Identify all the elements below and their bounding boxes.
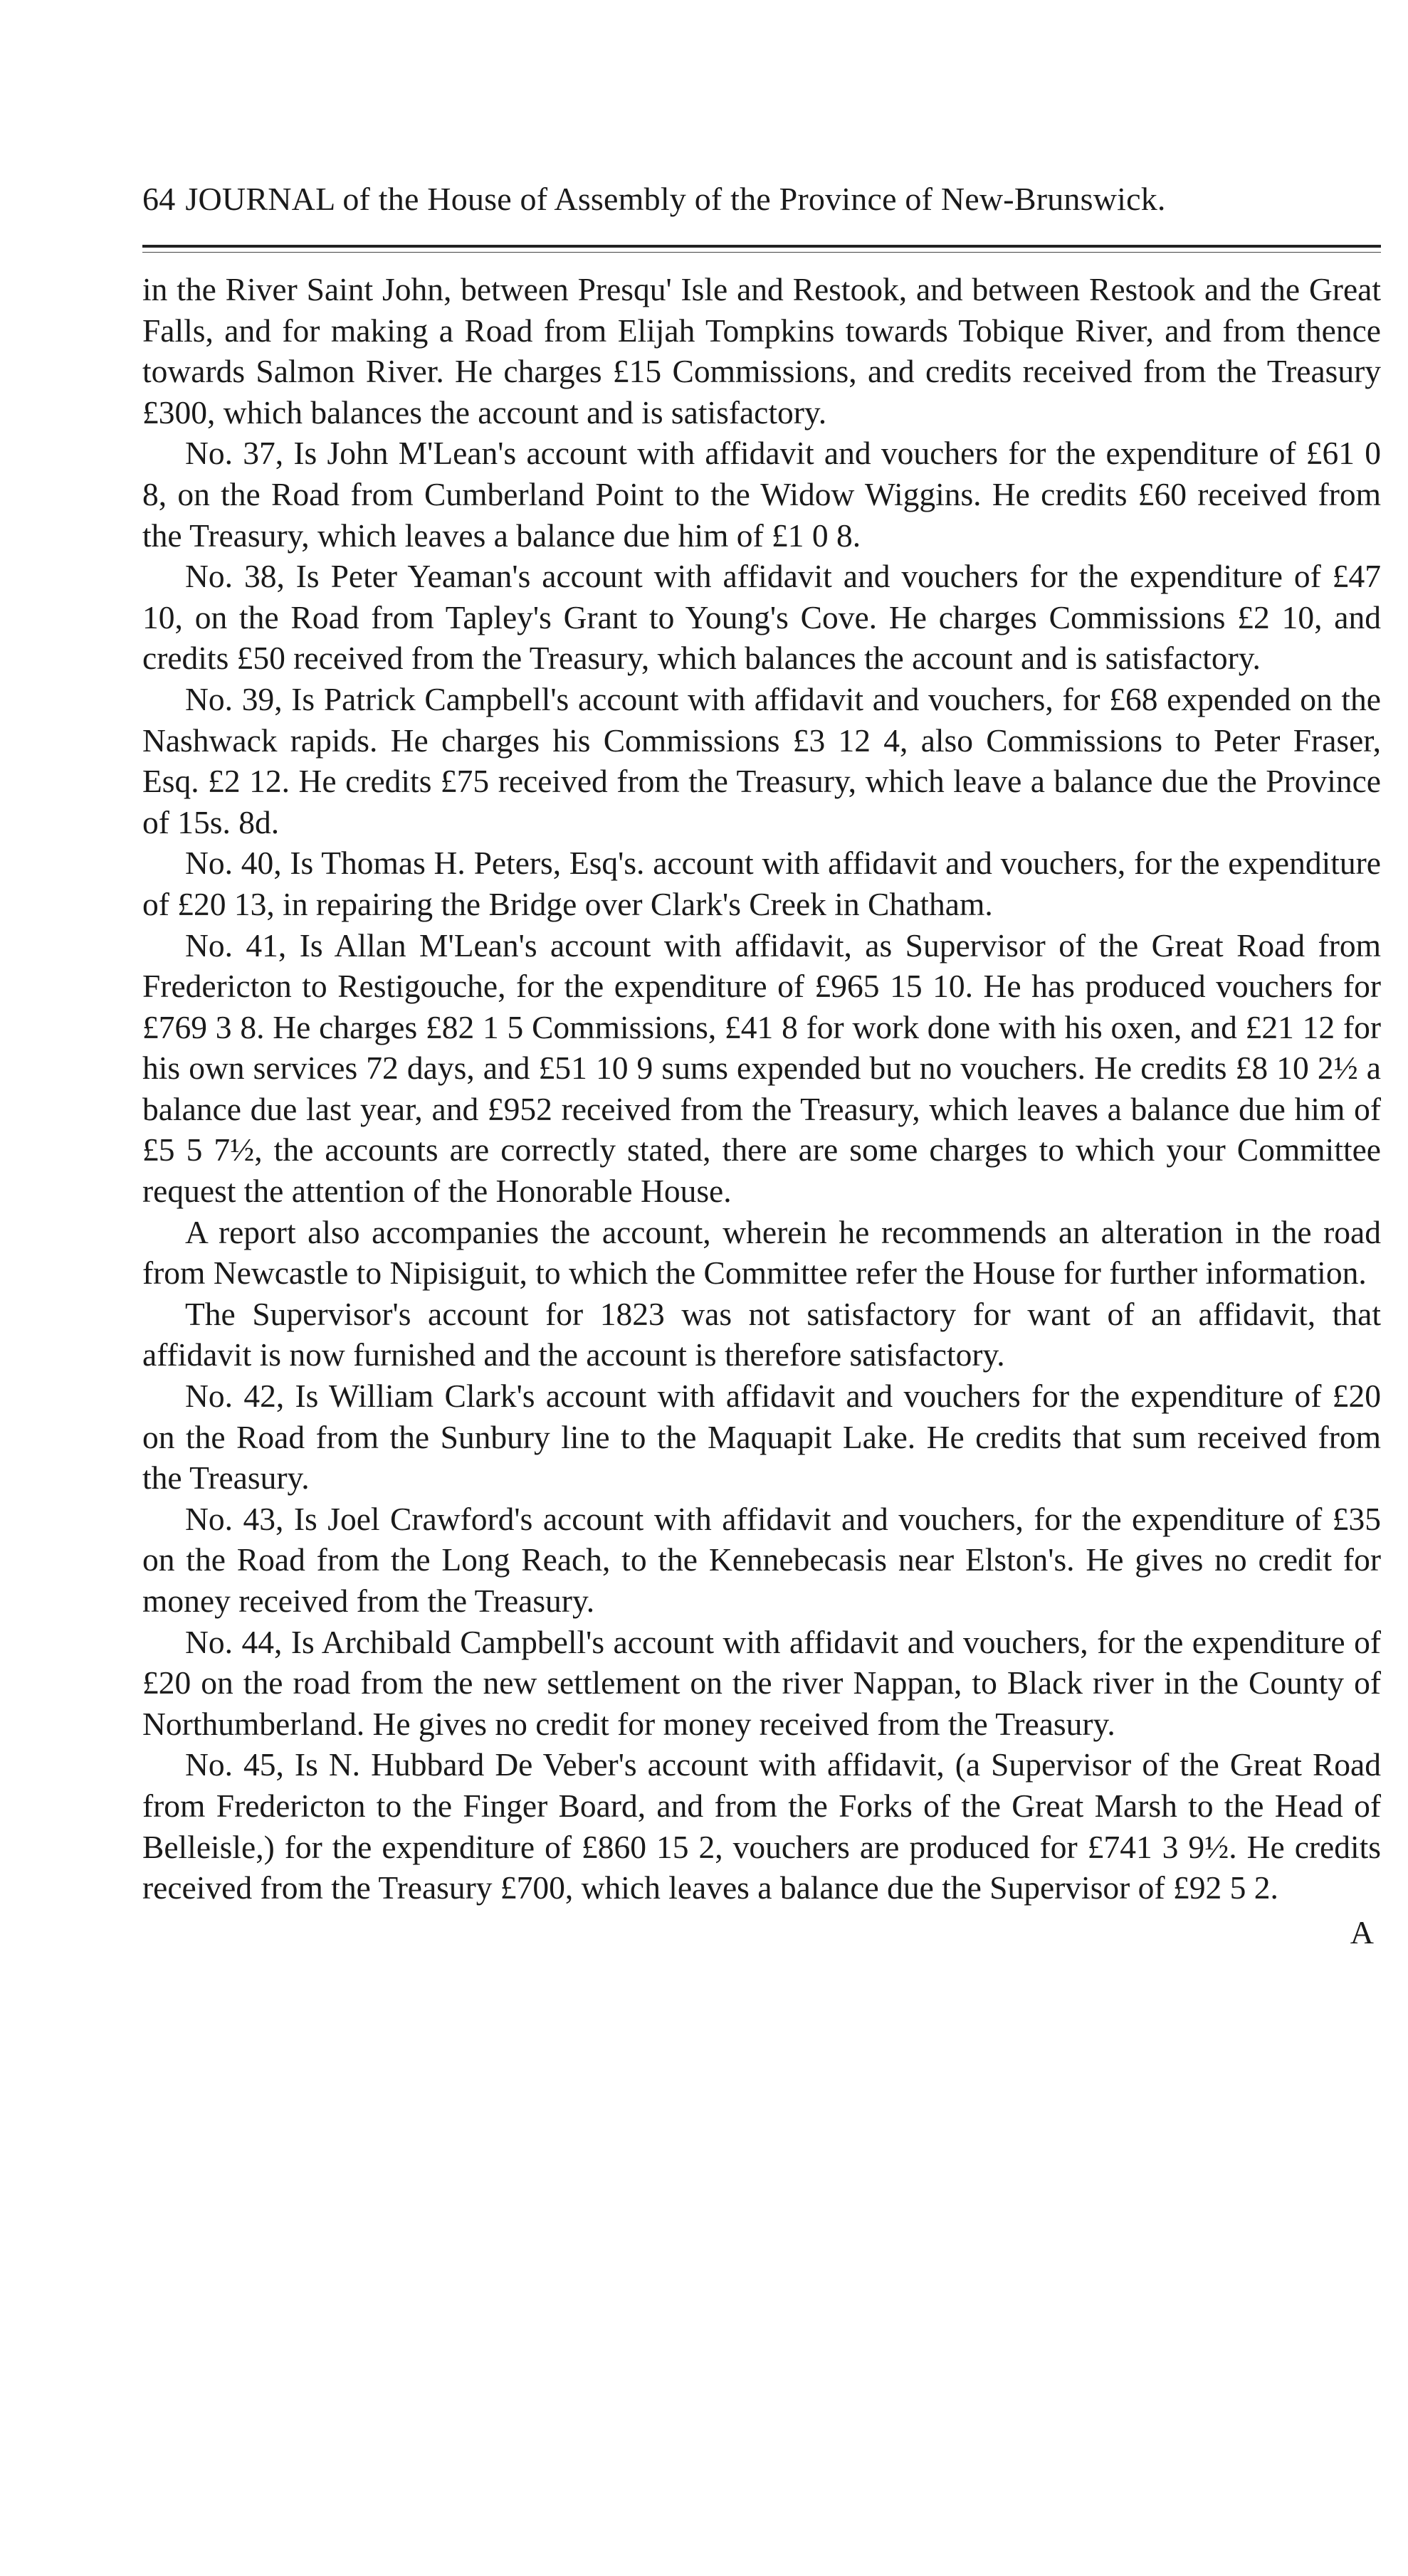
journal-page (142, 178, 1381, 1954)
paragraph-report: A report also accompanies the account, wherein he recommends an alteration in the road from Newcastle to Nipisiguit, to which the Committee refer the House for further information. (142, 1213, 1381, 1292)
header-rule-thick (142, 245, 1381, 248)
paragraph-no-37: No. 37, Is John M'Lean's account with affidavit and vouchers for the expenditure of £61 0 8, on the Road from Cumberland Point to the Widow Wiggins. He credits £60 received from the Treasury, which leaves a balance due him of £1 0 8. (142, 435, 1381, 554)
paragraph-supervisor-1823: The Supervisor's account for 1823 was not satisfactory for want of an affidavit, that affidavit is now furnished and the account is therefore satisfactory. (142, 1295, 1381, 1373)
body-text (142, 269, 1381, 1909)
paragraph-no-42: No. 42, Is William Clark's account with affidavit and vouchers for the expenditure of £20 on the Road from the Sunbury line to the Maquapit Lake. He credits that sum received from the Treasury. (142, 1378, 1381, 1496)
running-header (142, 178, 1381, 221)
paragraph-no-43: No. 43, Is Joel Crawford's account with affidavit and vouchers, for the expenditure of £35 on the Road from the Long Reach, to the Kennebecasis near Elston's. He gives no credit for money received from the Treasury. (142, 1500, 1381, 1619)
paragraph-no-44: No. 44, Is Archibald Campbell's account with affidavit and vouchers, for the expenditure of £20 on the road from the new settlement on the river Nappan, to Black river in the County of Northumberland. He gives no credit for money received from the Treasury. (142, 1623, 1381, 1742)
paragraph-no-39: No. 39, Is Patrick Campbell's account with affidavit and vouchers, for £68 expended on the Nashwack rapids. He charges his Commissions £3 12 4, also Commissions to Peter Fraser, Esq. £2 12. He credits £75 received from the Treasury, which leave a balance due the Province of 15s. 8d. (142, 680, 1381, 840)
paragraph-no-40: No. 40, Is Thomas H. Peters, Esq's. account with affidavit and vouchers, for the expenditure of £20 13, in repairing the Bridge over Clark's Creek in Chatham. (142, 845, 1381, 922)
page-number: 64 (142, 181, 176, 217)
paragraph-no-41: No. 41, Is Allan M'Lean's account with affidavit, as Supervisor of the Great Road from Fredericton to Restigouche, for the expenditure of £965 15 10. He has produced vouchers for £769 3 8. He charges £82 1 5 Commissions, £41 8 for work done with his oxen, and £21 12 for his own services 72 days, and £51 10 9 sums expended but no vouchers. He credits £8 10 2½ a balance due last year, and £952 received from the Treasury, which leaves a balance due him of £5 5 7½, the accounts are correctly stated, there are some charges to which your Committee request the attention of the Honorable House. (142, 927, 1381, 1210)
paragraph-no-38: No. 38, Is Peter Yeaman's account with affidavit and vouchers for the expenditure of £47 10, on the Road from Tapley's Grant to Young's Cove. He charges Commissions £2 10, and credits £50 received from the Treasury, which balances the account and is satisfactory. (142, 558, 1381, 677)
paragraph-no-45: No. 45, Is N. Hubbard De Veber's account with affidavit, (a Supervisor of the Great Road from Fredericton to the Finger Board, and from the Forks of the Great Marsh to the Head of Belleisle,) for the expenditure of £860 15 2, vouchers are produced for £741 3 9½. He credits received from the Treasury £700, which leaves a balance due the Supervisor of £92 5 2. (142, 1746, 1381, 1906)
header-rule-thin (142, 252, 1381, 253)
running-title: JOURNAL of the House of Assembly of the Province of New-Brunswick. (185, 181, 1166, 217)
paragraph-continuation: in the River Saint John, between Presqu' Isle and Restook, and between Restook and the Great Falls, and for making a Road from Elijah Tompkins towards Tobique River, and from thence towards Salmon River. He charges £15 Commissions, and credits received from the Treasury £300, which balances the account and is satisfactory. (142, 271, 1381, 431)
catchword: A (1350, 1913, 1374, 1951)
